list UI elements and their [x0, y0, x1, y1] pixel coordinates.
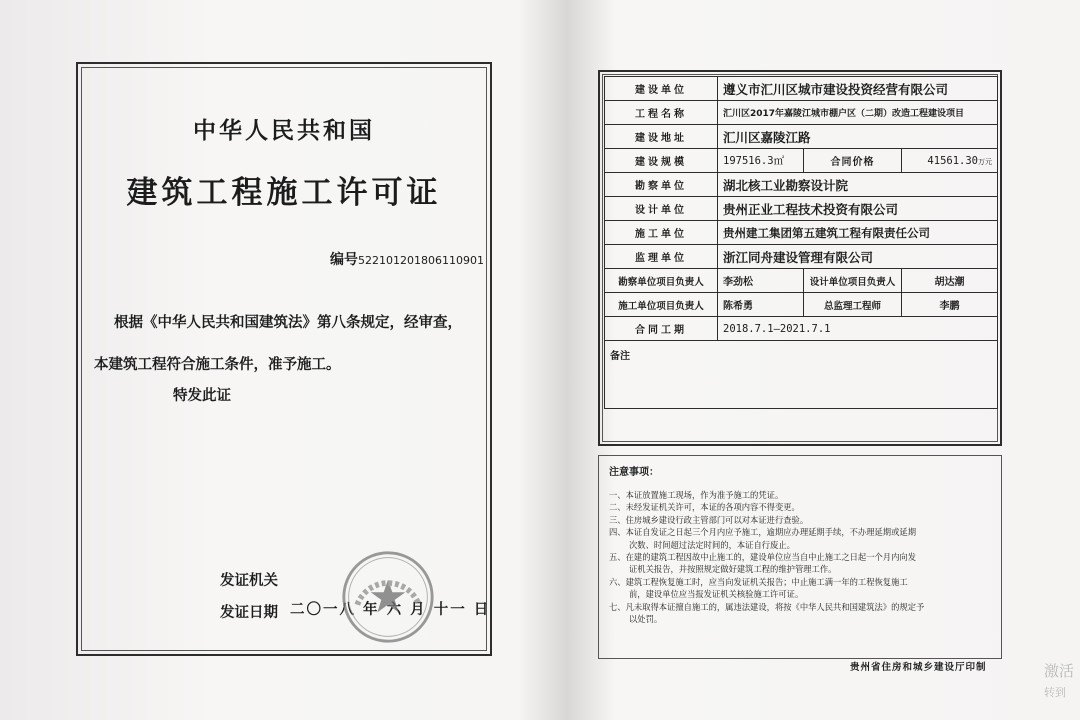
address-value: 汇川区嘉陵江路 [718, 125, 998, 149]
table-row [605, 293, 998, 317]
survey-value: 湖北核工业勘察设计院 [718, 173, 998, 197]
construction-pm-value: 陈希勇 [718, 293, 804, 317]
permit-body [94, 302, 480, 386]
construction-label: 施工单位 [605, 221, 718, 245]
list-item: 一、本证放置施工现场，作为准予施工的凭证。 [609, 490, 784, 500]
owner-label: 建设单位 [605, 77, 718, 101]
construction-value: 贵州建工集团第五建筑工程有限责任公司 [718, 221, 998, 245]
table-row [605, 101, 998, 125]
table-row [605, 173, 998, 197]
country-heading: 中华人民共和国 [193, 117, 375, 144]
design-value: 贵州正业工程技术投资有限公司 [718, 197, 998, 221]
table-row [605, 341, 998, 409]
scale-label: 建设规模 [605, 149, 718, 173]
notes-section [598, 455, 1002, 659]
price-label: 合同价格 [804, 149, 902, 173]
chief-supervisor-value: 李鹏 [902, 293, 998, 317]
table-row [605, 149, 998, 173]
table-row [605, 125, 998, 149]
period-label: 合同工期 [605, 317, 718, 341]
issue-date-label: 发证日期 [220, 604, 278, 621]
body-line-1: 根据《中华人民共和国建筑法》第八条规定，经审查， [114, 314, 462, 331]
issue-date-value: 二〇一八 年 六 月 十一 日 [290, 601, 491, 618]
owner-value: 遵义市汇川区城市建设投资经营有限公司 [718, 77, 998, 101]
list-item: 六、建筑工程恢复施工时，应当向发证机关报告；中止施工满一年的工程恢复施工 前，建设单位应当报发证机关核验施工许可证。 [609, 576, 908, 600]
watermark-line-1: 激活 [1044, 662, 1075, 680]
price-value [902, 149, 998, 173]
activation-watermark [1044, 660, 1074, 704]
permit-info-table [604, 76, 998, 409]
survey-pm-label: 勘察单位项目负责人 [605, 269, 718, 293]
serial-label: 编号 [330, 252, 358, 268]
notes-title: 注意事项： [609, 467, 659, 478]
project-value: 汇川区2017年嘉陵江城市棚户区（二期）改造工程建设项目 [718, 101, 998, 125]
supervision-label: 监理单位 [605, 245, 718, 269]
table-row [605, 245, 998, 269]
chief-supervisor-label: 总监理工程师 [804, 293, 902, 317]
table-row [605, 317, 998, 341]
supervision-value: 浙江同舟建设管理有限公司 [718, 245, 998, 269]
list-item: 二、未经发证机关许可，本证的各项内容不得变更。 [609, 502, 800, 513]
notes-list [609, 489, 995, 625]
survey-label: 勘察单位 [605, 173, 718, 197]
design-pm-label: 设计单位项目负责人 [804, 269, 902, 293]
watermark-line-2: 转到 [1044, 686, 1066, 699]
table-row [605, 197, 998, 221]
table-row [605, 77, 998, 101]
period-value: 2018.7.1—2021.7.1 [718, 317, 998, 341]
design-pm-value: 胡达潮 [902, 269, 998, 293]
price-unit: 万元 [978, 157, 992, 166]
permit-details-page [598, 70, 1002, 446]
serial-value: 522101201806110901 [358, 254, 484, 267]
survey-pm-value: 李劲松 [718, 269, 804, 293]
remarks-label: 备注 [605, 341, 998, 409]
body-line-2: 本建筑工程符合施工条件，准予施工。 [94, 356, 341, 373]
list-item: 三、住房城乡建设行政主管部门可以对本证进行查验。 [609, 514, 809, 525]
list-item: 四、本证自发证之日起三个月内应予施工，逾期应办理延期手续，不办理延期或延期 次数、时间超过法定时间的，本证自行废止。 [609, 527, 916, 550]
construction-pm-label: 施工单位项目负责人 [605, 293, 718, 317]
scale-value: 197516.3㎡ [718, 149, 804, 173]
design-label: 设计单位 [605, 197, 718, 221]
address-label: 建设地址 [605, 125, 718, 149]
list-item: 七、凡未取得本证擅自施工的，属违法建设，将按《中华人民共和国建筑法》的规定予 以处罚。 [609, 601, 925, 625]
list-item: 五、在建的建筑工程因故中止施工的，建设单位应当自中止施工之日起一个月内向发 证机关报告，并按照规定做好建筑工程的维护管理工作。 [609, 552, 916, 575]
official-seal-icon [340, 549, 436, 645]
issuer-label: 发证机关 [220, 572, 278, 589]
table-row [605, 221, 998, 245]
printer-credit: 贵州省住房和城乡建设厅印制 [850, 662, 987, 673]
table-row [605, 269, 998, 293]
permit-title: 建筑工程施工许可证 [126, 175, 442, 211]
price-amount: 41561.30 [927, 154, 978, 167]
project-label: 工程名称 [605, 101, 718, 125]
permit-cover-page [76, 62, 492, 656]
issuance-statement: 特发此证 [173, 387, 231, 404]
serial-number [330, 249, 484, 269]
